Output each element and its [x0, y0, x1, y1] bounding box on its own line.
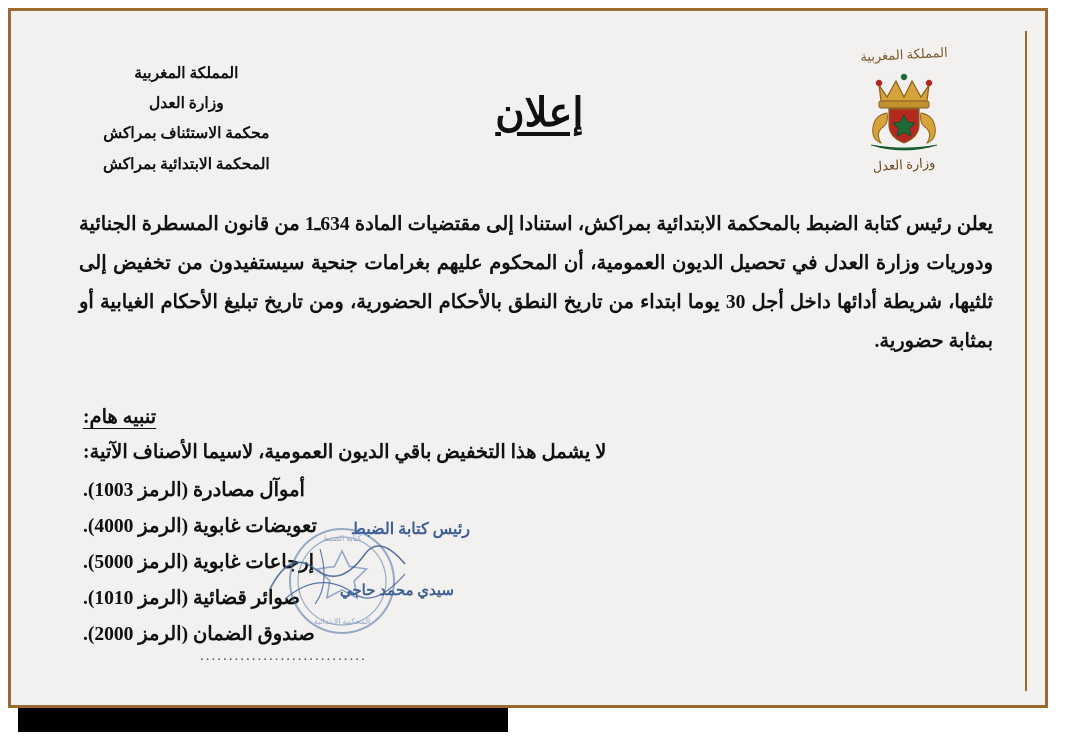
- ministry-line-kingdom: المملكة المغربية: [134, 65, 239, 82]
- page-title: إعلان: [495, 90, 584, 135]
- notice-title: تنبيه هام:: [83, 407, 157, 428]
- ministry-line-justice: وزارة العدل: [149, 95, 224, 113]
- svg-text:كتابة الضبط: كتابة الضبط: [322, 534, 362, 543]
- ministry-heading: [73, 41, 270, 180]
- ministry-line-appeal-court: محكمة الاستئناف بمراكش: [103, 125, 270, 143]
- moroccan-coat-of-arms-icon: [849, 65, 959, 155]
- ministry-line-first-instance-court: المحكمة الابتدائية بمراكش: [103, 155, 270, 173]
- signatory-name: سيدي محمد حاجي: [339, 583, 454, 599]
- svg-text:المحكمة الابتدائية: المحكمة الابتدائية: [313, 617, 371, 626]
- document-header: [73, 41, 999, 191]
- signature-label: رئيس كتابة الضبط: [351, 521, 470, 538]
- announcement-document: [8, 8, 1048, 708]
- list-item: .صوائر قضائية (الرمز 1010): [83, 588, 300, 610]
- page-title-block: [270, 41, 809, 136]
- emblem-calligraphy-bottom: وزارة العدل: [872, 154, 936, 175]
- dotted-line: .............................: [200, 648, 367, 664]
- signature-area: [160, 511, 480, 671]
- announcement-body-paragraph: يعلن رئيس كتابة الضبط بالمحكمة الابتدائية بمراكش، استنادا إلى مقتضيات المادة 634ـ1 من قانون المسطرة الجنائية ودوريات وزارة العدل في تحصيل الديون العمومية، أن المحكوم عليهم بغرامات جنحية سيستفيدون من تخفيض إلى ثلثيها، شريطة أدائها داخل أجل 30 يوما ابتداء من تاريخ النطق بالأحكام الحضورية، ومن تاريخ تبليغ الأحكام الغيابية أو بمثابة حضورية.: [79, 214, 993, 352]
- notice-lead: لا يشمل هذا التخفيض باقي الديون العمومية، لاسيما الأصناف الآتية:: [83, 442, 607, 463]
- emblem-calligraphy-top: المملكة المغربية: [859, 44, 948, 65]
- handwritten-signature: [260, 529, 420, 624]
- list-item: .صندوق الضمان (الرمز 2000): [83, 624, 315, 646]
- list-item: .إرجاعات غابوية (الرمز 5000): [83, 552, 315, 574]
- list-item: .أموآل مصادرة (الرمز 1003): [83, 480, 305, 502]
- list-item: .تعويضات غابوية (الرمز 4000): [83, 516, 317, 538]
- emblem-block: [809, 41, 999, 173]
- document-inner-frame: [55, 31, 1027, 691]
